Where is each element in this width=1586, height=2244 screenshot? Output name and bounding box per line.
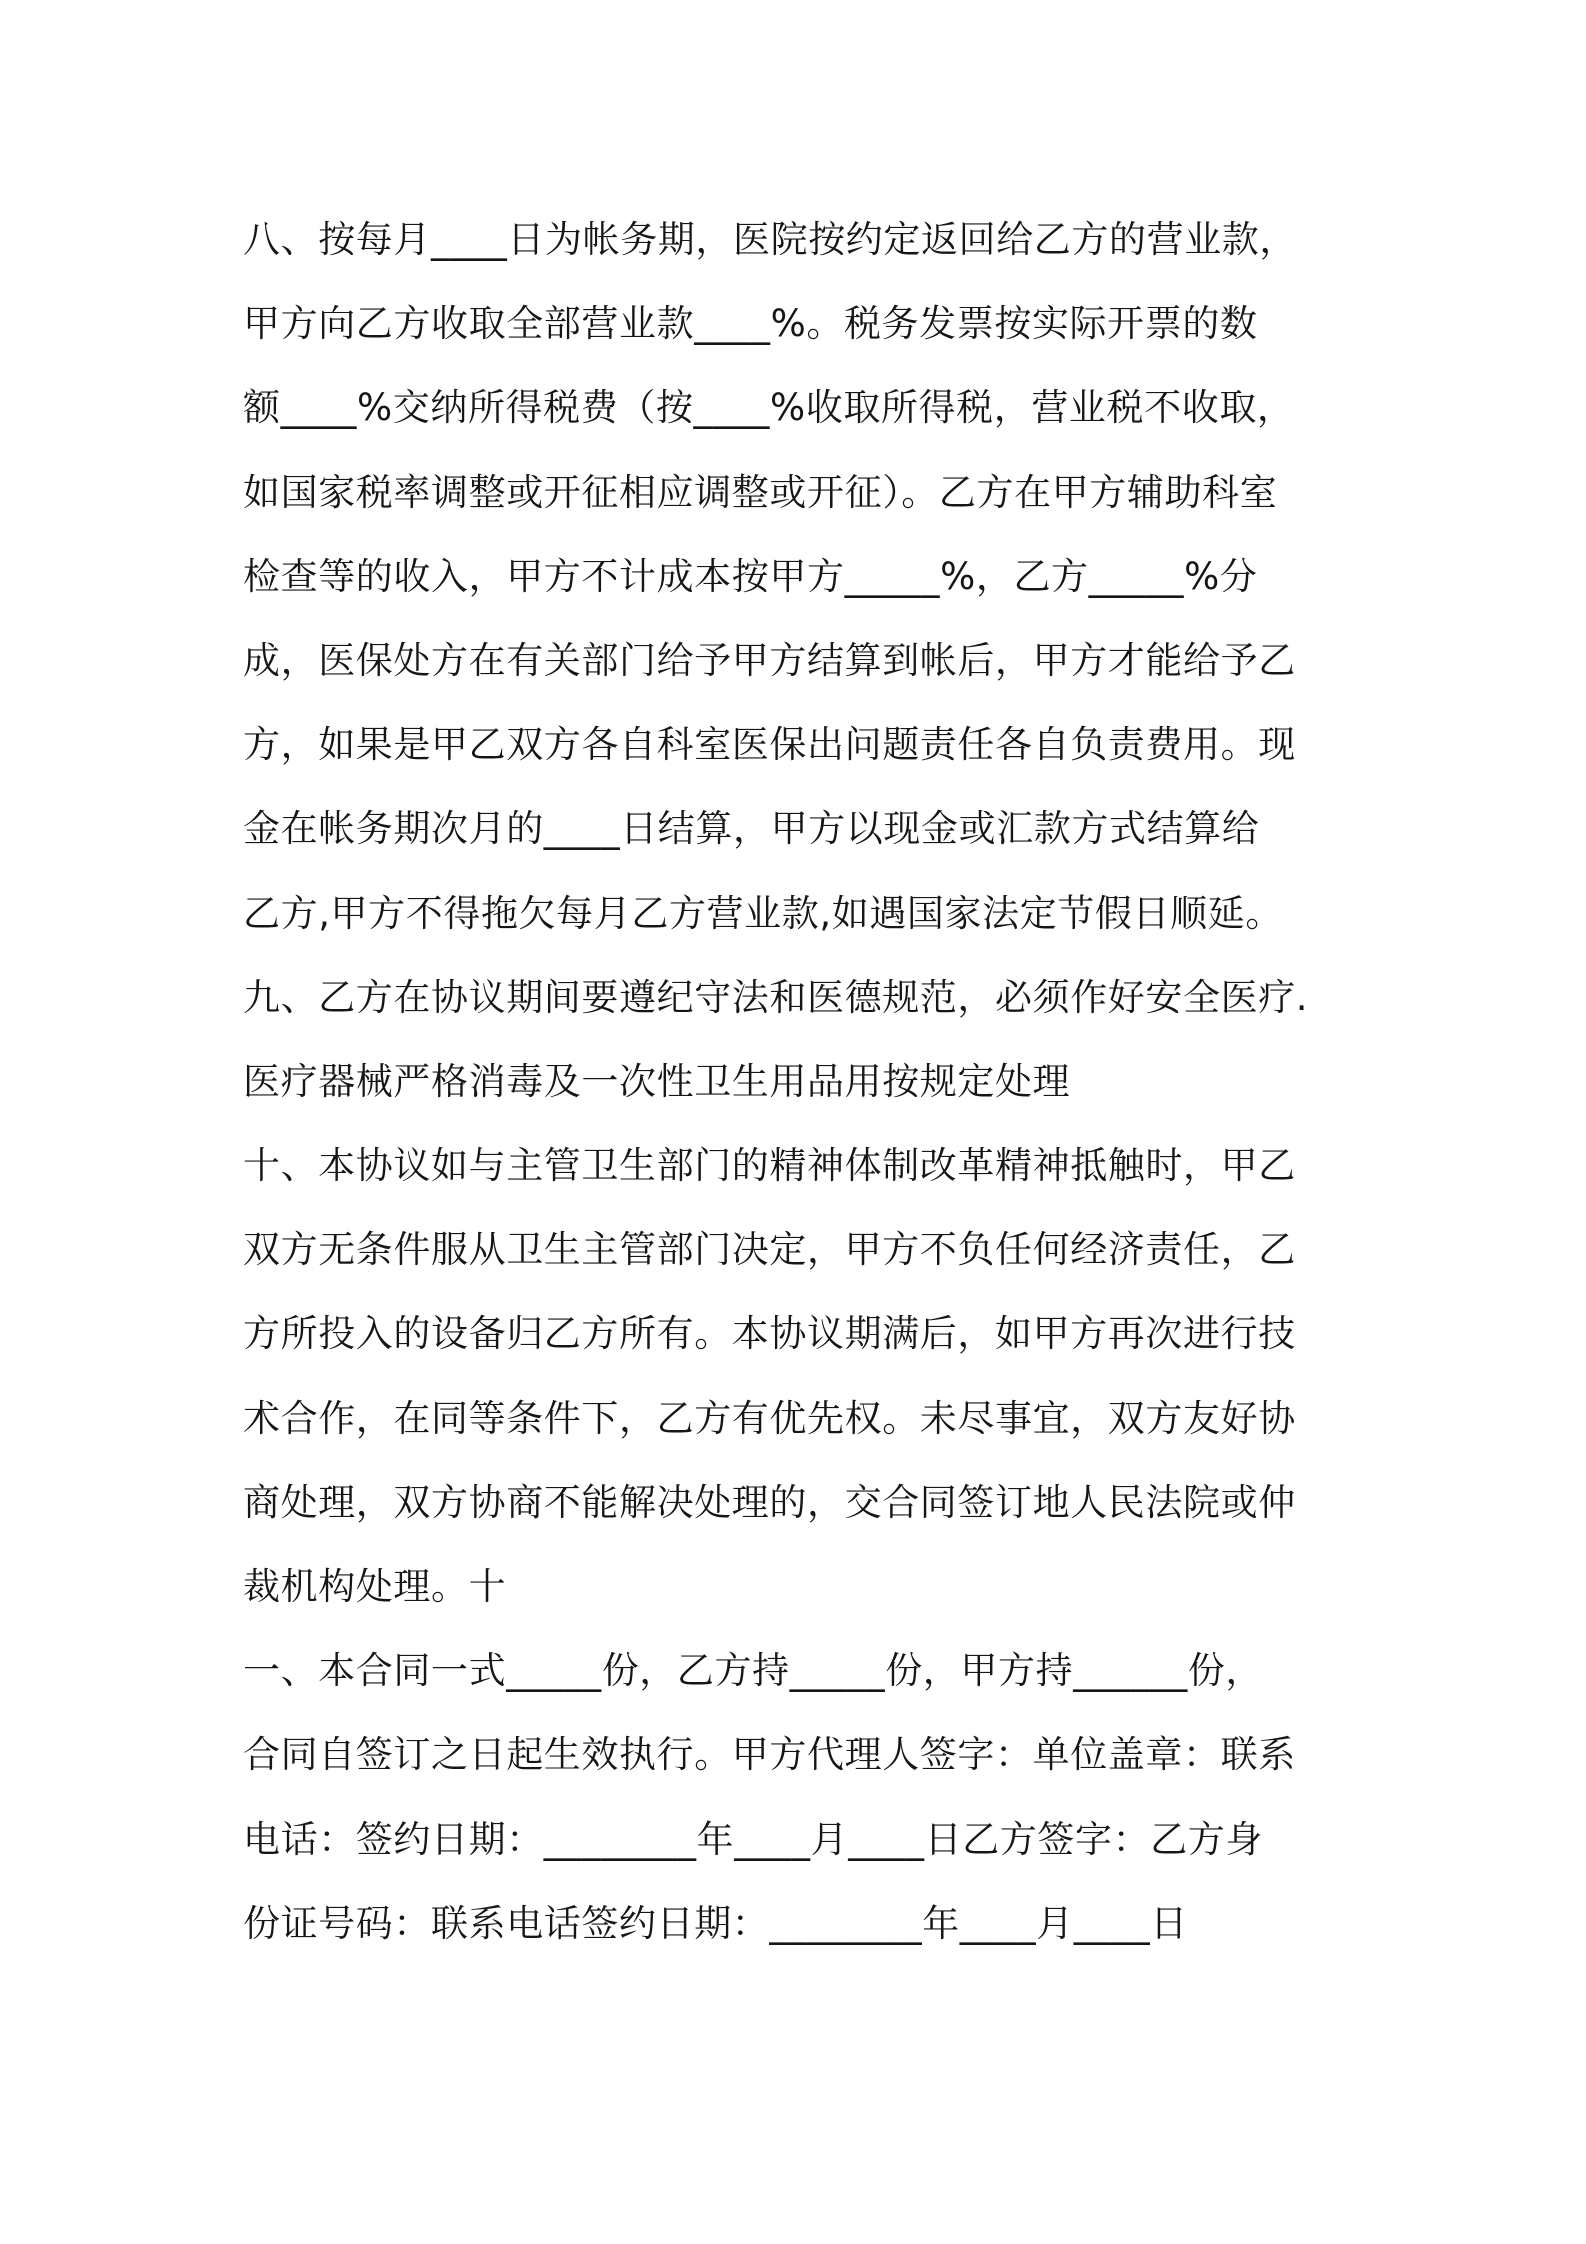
contract-text	[243, 198, 1363, 1966]
text-line: 九、乙方在协议期间要遵纪守法和医德规范，必须作好安全医疗.	[243, 975, 1309, 1019]
text-line: 检查等的收入，甲方不计成本按甲方_____%，乙方_____%分	[243, 554, 1258, 598]
text-line: 一、本合同一式_____份，乙方持_____份，甲方持______份，	[243, 1649, 1263, 1693]
text-line: 金在帐务期次月的____日结算，甲方以现金或汇款方式结算给	[243, 807, 1260, 851]
text-line: 甲方向乙方收取全部营业款____%。税务发票按实际开票的数	[243, 302, 1258, 346]
text-line: 乙方,甲方不得拖欠每月乙方营业款,如遇国家法定节假日顺延。	[243, 891, 1283, 935]
text-line: 术合作，在同等条件下，乙方有优先权。未尽事宜，双方友好协	[243, 1396, 1296, 1440]
text-line: 合同自签订之日起生效执行。甲方代理人签字：单位盖章：联系	[243, 1733, 1296, 1777]
text-line: 成，医保处方在有关部门给予甲方结算到帐后，甲方才能给予乙	[243, 638, 1296, 682]
text-line: 裁机构处理。十	[243, 1565, 507, 1608]
text-line: 八、按每月____日为帐务期，医院按约定返回给乙方的营业款，	[243, 218, 1297, 261]
text-line: 商处理，双方协商不能解决处理的，交合同签订地人民法院或仲	[243, 1480, 1296, 1524]
text-line: 十、本协议如与主管卫生部门的精神体制改革精神抵触时，甲乙	[243, 1144, 1296, 1188]
text-line: 电话：签约日期：________年____月____日乙方签字：乙方身	[243, 1817, 1263, 1861]
text-line: 医疗器械严格消毒及一次性卫生用品用按规定处理	[243, 1059, 1071, 1103]
text-line: 如国家税率调整或开征相应调整或开征）。乙方在甲方辅助科室	[243, 470, 1278, 514]
text-line: 方，如果是甲乙双方各自科室医保出问题责任各自负责费用。现	[243, 723, 1296, 767]
text-line: 份证号码：联系电话签约日期：________年____月____日	[243, 1901, 1188, 1945]
text-line: 额____%交纳所得税费（按____%收取所得税，营业税不收取，	[243, 386, 1295, 430]
text-line: 双方无条件服从卫生主管部门决定，甲方不负任何经济责任，乙	[243, 1228, 1296, 1272]
text-line: 方所投入的设备归乙方所有。本协议期满后，如甲方再次进行技	[243, 1312, 1296, 1356]
